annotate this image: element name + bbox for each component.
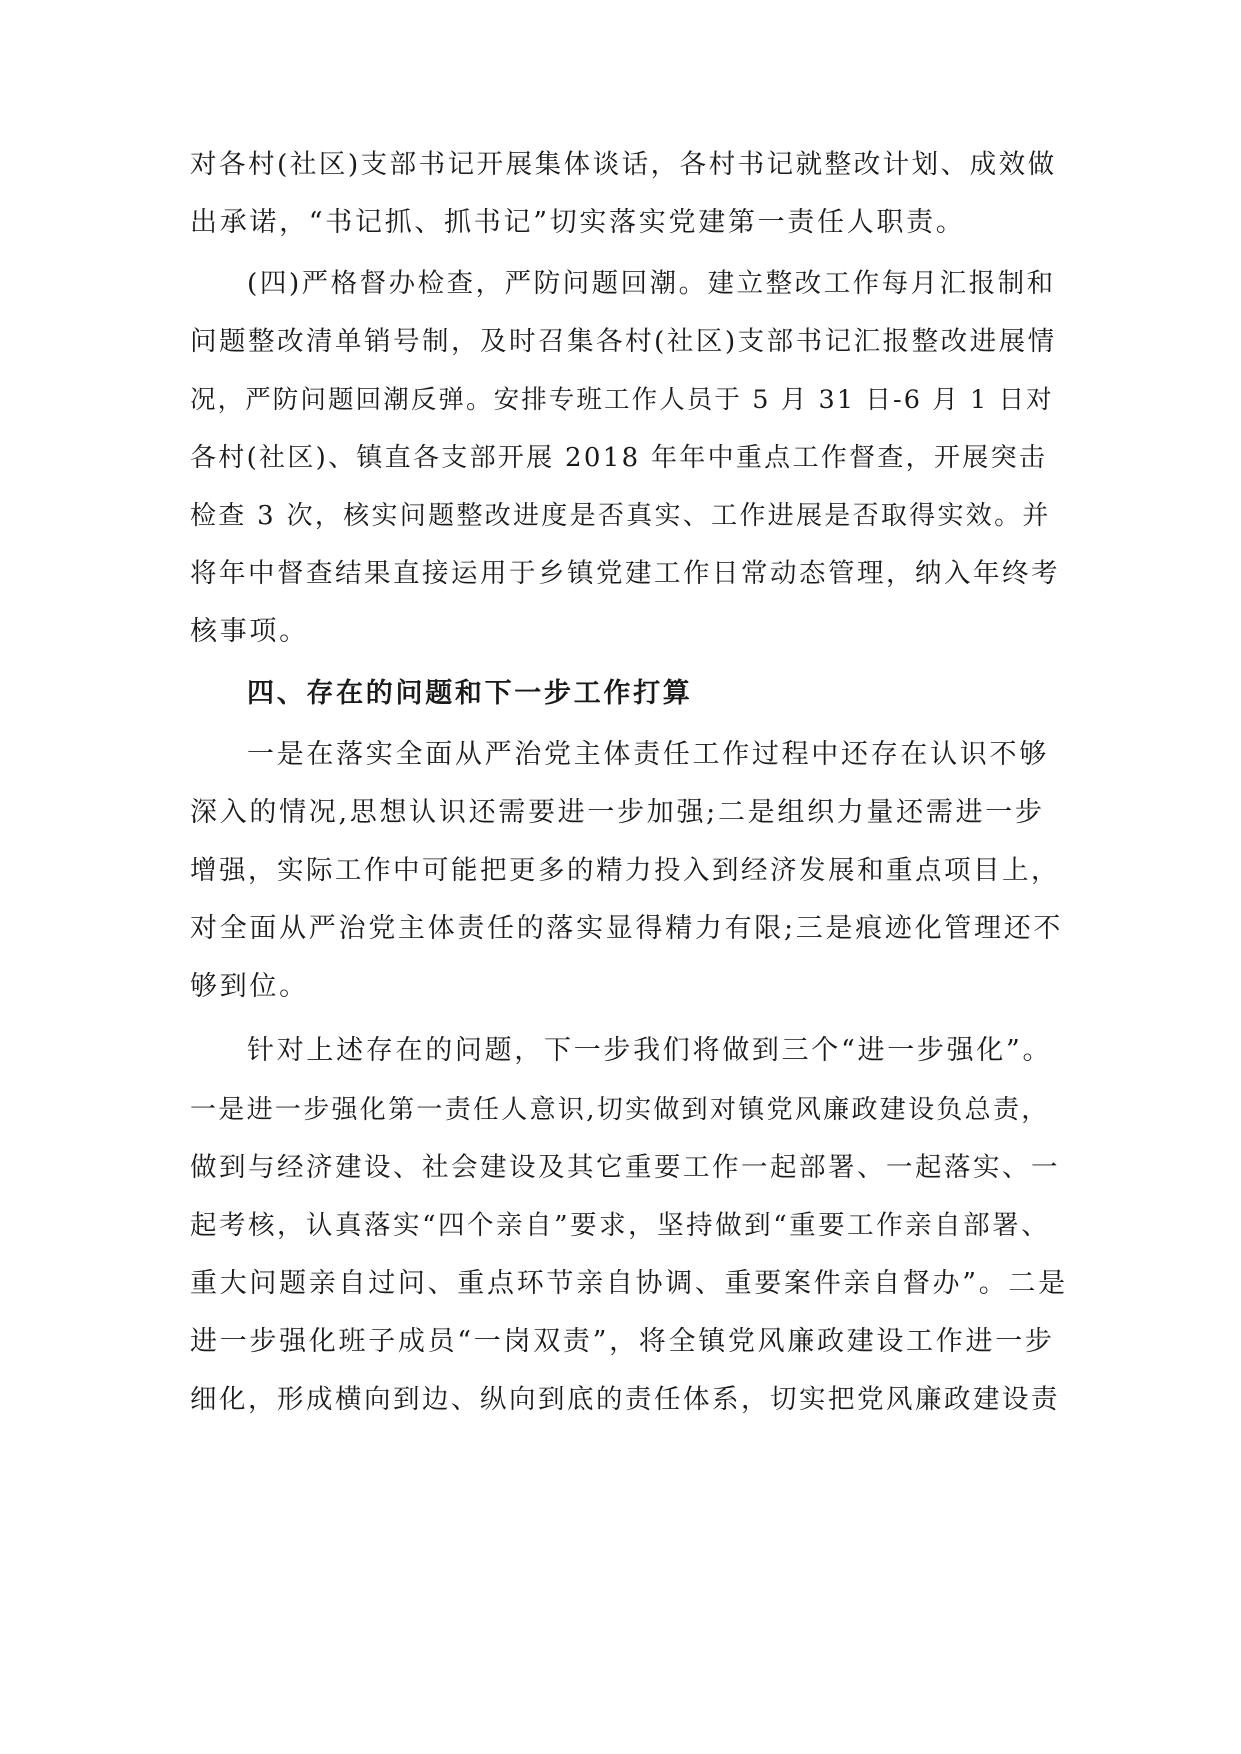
text-line: 出承诺，“书记抓、抓书记”切实落实党建第一责任人职责。 — [190, 207, 966, 238]
text-line: 起考核，认真落实“四个亲自”要求，坚持做到“重要工作亲自部署、 — [190, 1210, 1051, 1241]
text-line: 检查 3 次，核实问题整改进度是否真实、工作进展是否取得实效。并 — [190, 501, 1051, 531]
text-line: 核事项。 — [190, 616, 309, 647]
text-line: 况，严防问题回潮反弹。安排专班工作人员于 5 月 31 日-6 月 1 日对 — [190, 385, 1054, 415]
paragraph-start-line: 针对上述存在的问题，下一步我们将做到三个“进一步强化”。 — [247, 1035, 1053, 1066]
text-line: 深入的情况,思想认识还需要进一步加强;二是组织力量还需进一步 — [190, 797, 1045, 828]
text-line: 各村(社区)、镇直各支部开展 2018 年年中重点工作督查，开展突击 — [190, 443, 1048, 473]
text-line: 问题整改清单销号制，及时召集各村(社区)支部书记汇报整改进展情 — [190, 326, 1057, 357]
text-line: 一是进一步强化第一责任人意识,切实做到对镇党风廉政建设负总责， — [190, 1095, 1050, 1125]
text-line: 够到位。 — [190, 971, 309, 1002]
section-heading: 四、存在的问题和下一步工作打算 — [247, 678, 693, 709]
paragraph-start-line: (四)严格督办检查，严防问题回潮。建立整改工作每月汇报制和 — [247, 268, 1056, 299]
text-line: 对各村(社区)支部书记开展集体谈话，各村书记就整改计划、成效做 — [190, 149, 1057, 180]
text-line: 细化，形成横向到边、纵向到底的责任体系，切实把党风廉政建设责 — [190, 1384, 1060, 1415]
text-line: 重大问题亲自过问、重点环节亲自协调、重要案件亲自督办”。二是 — [190, 1268, 1068, 1299]
text-line: 增强，实际工作中可能把更多的精力投入到经济发展和重点项目上， — [190, 855, 1060, 886]
text-line: 进一步强化班子成员“一岗双责”，将全镇党风廉政建设工作进一步 — [190, 1326, 1055, 1357]
text-line: 将年中督查结果直接运用于乡镇党建工作日常动态管理，纳入年终考 — [190, 558, 1060, 589]
paragraph-start-line: 一是在落实全面从严治党主体责任工作过程中还存在认识不够 — [247, 739, 1049, 770]
text-line: 做到与经济建设、社会建设及其它重要工作一起部署、一起落实、一 — [190, 1152, 1060, 1183]
text-line: 对全面从严治党主体责任的落实显得精力有限;三是痕迹化管理还不 — [190, 913, 1064, 944]
